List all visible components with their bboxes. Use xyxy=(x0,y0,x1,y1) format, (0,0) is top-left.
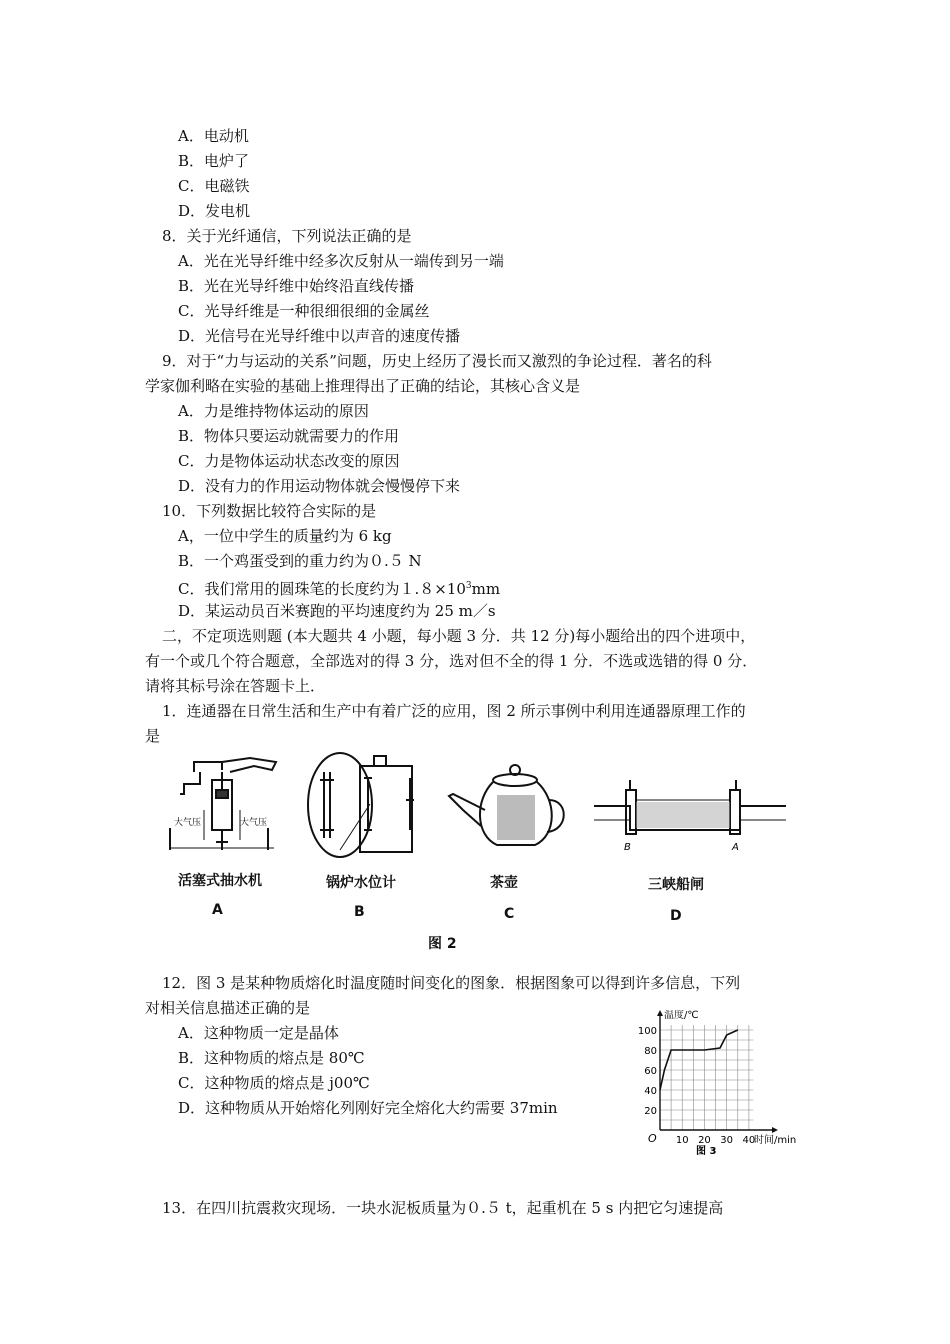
x-tick-label: 20 xyxy=(698,1135,711,1146)
q12-option-c: C．这种物质的熔点是 j00℃ xyxy=(178,1074,370,1092)
lock-label-b: B xyxy=(624,842,631,853)
figure2-caption: 图 2 xyxy=(428,936,457,952)
y-tick-label: 20 xyxy=(644,1106,657,1117)
q11-stem-line1: 1．连通器在日常生活和生产中有着广泛的应用，图 2 所示事例中利用连通器原理工作的 xyxy=(162,702,746,720)
figure2-letter-d: D xyxy=(670,908,682,924)
figure2-letter-b: B xyxy=(354,904,365,920)
y-axis-arrow xyxy=(657,1010,663,1016)
q8-option-c: C．光导纤维是一种很细很细的金属丝 xyxy=(178,302,430,320)
q10-option-c-unit: mm xyxy=(471,580,501,598)
q10-option-c-exponent: 3 xyxy=(465,581,472,591)
q9-stem-line1: 9．对于“力与运动的关系”问题，历史上经历了漫长而又激烈的争论过程．著名的科 xyxy=(162,352,712,370)
figure2-label-a: 活塞式抽水机 xyxy=(178,873,262,889)
boiler-gauge-illustration xyxy=(300,750,430,860)
q9-option-b: B．物体只要运动就需要力的作用 xyxy=(178,427,400,445)
x-tick-label: 40 xyxy=(742,1135,756,1146)
q8-option-a: A．光在光导纤维中经多次反射从一端传到另一端 xyxy=(178,252,504,270)
y-tick-label: 60 xyxy=(644,1066,657,1077)
q10-option-c-prefix: C．我们常用的圆珠笔的长度约为１.８×10 xyxy=(178,580,466,598)
q7-option-c: C．电磁铁 xyxy=(178,177,250,195)
figure2-letter-a: A xyxy=(212,902,223,918)
figure2-letter-c: C xyxy=(504,906,515,922)
pump-air-pressure-label-right: 大气压 xyxy=(240,818,268,828)
q12-option-d: D．这种物质从开始熔化列刚好完全熔化大约需要 37min xyxy=(178,1099,558,1117)
q9-option-c: C．力是物体运动状态改变的原因 xyxy=(178,452,400,470)
pump-air-pressure-label-left: 大气压 xyxy=(174,818,202,828)
q13-stem-line1: 13．在四川抗震救灾现场．一块水泥板质量为０.５ t，起重机在 5 s 内把它匀速提高 xyxy=(162,1199,724,1217)
q12-option-a: A．这种物质一定是晶体 xyxy=(178,1024,339,1042)
chart-x-axis-label: 时间/min xyxy=(754,1135,797,1146)
y-tick-label: 40 xyxy=(644,1086,657,1097)
x-tick-label: 10 xyxy=(675,1135,689,1146)
q8-option-d: D．光信号在光导纤维中以声音的速度传播 xyxy=(178,327,461,345)
y-tick-label: 100 xyxy=(637,1026,657,1037)
section2-line1: 二，不定项选则题 (本大题共 4 小题，每小题 3 分．共 12 分)每小题给出的四个进项中， xyxy=(162,627,756,645)
y-tick-label: 80 xyxy=(644,1046,657,1057)
q7-option-d: D．发电机 xyxy=(178,202,251,220)
q7-option-a: A．电动机 xyxy=(178,127,249,145)
q12-option-b: B．这种物质的熔点是 80℃ xyxy=(178,1049,365,1067)
figure3-caption: 图 3 xyxy=(696,1146,717,1155)
q8-option-b: B．光在光导纤维中始终沿直线传播 xyxy=(178,277,415,295)
chart-origin-label: O xyxy=(648,1132,657,1145)
q12-stem-line1: 12．图 3 是某种物质熔化时温度随时间变化的图象．根据图象可以得到许多信息，下列 xyxy=(162,974,741,992)
q9-option-a: A．力是维持物体运动的原因 xyxy=(178,402,369,420)
x-axis-arrow xyxy=(772,1127,778,1133)
q10-stem: 10．下列数据比较符合实际的是 xyxy=(162,502,377,520)
q7-option-b: B．电炉了 xyxy=(178,152,250,170)
q9-stem-line2: 学家伽利略在实验的基础上推理得出了正确的结论，其核心含义是 xyxy=(145,377,581,395)
q10-option-d: D．某运动员百米赛跑的平均速度约为 25 m／s xyxy=(178,602,496,620)
figure2-label-b: 锅炉水位计 xyxy=(326,875,396,891)
q12-stem-line2: 对相关信息描述正确的是 xyxy=(145,999,311,1017)
section2-line2: 有一个或几个符合题意，全部选对的得 3 分，选对但不全的得 1 分．不选或选错的得 0 分． xyxy=(145,652,758,670)
section2-line3: 请将其标号涂在答题卡上． xyxy=(145,677,326,695)
piston-pump-illustration xyxy=(160,750,290,860)
q10-option-a: A，一位中学生的质量约为 6 kg xyxy=(178,527,392,545)
figure-2 xyxy=(160,750,800,955)
teapot-illustration xyxy=(445,750,575,860)
q9-option-d: D．没有力的作用运动物体就会慢慢停下来 xyxy=(178,477,461,495)
figure2-label-d: 三峡船闸 xyxy=(648,877,704,893)
q10-option-c xyxy=(178,576,500,599)
x-tick-label: 30 xyxy=(720,1135,734,1146)
lock-label-a: A xyxy=(732,842,739,853)
q8-stem: 8．关于光纤通信，下列说法正确的是 xyxy=(162,227,412,245)
chart-axes xyxy=(657,1010,778,1133)
figure-3-chart xyxy=(632,1010,807,1155)
q10-option-b: B．一个鸡蛋受到的重力约为０.５ N xyxy=(178,552,422,570)
chart-y-axis-label: 温度/℃ xyxy=(664,1010,699,1021)
chart-grid xyxy=(660,1025,753,1130)
q11-stem-line2: 是 xyxy=(145,727,161,745)
figure2-label-c: 茶壶 xyxy=(490,875,518,891)
ship-lock-illustration xyxy=(590,750,790,860)
